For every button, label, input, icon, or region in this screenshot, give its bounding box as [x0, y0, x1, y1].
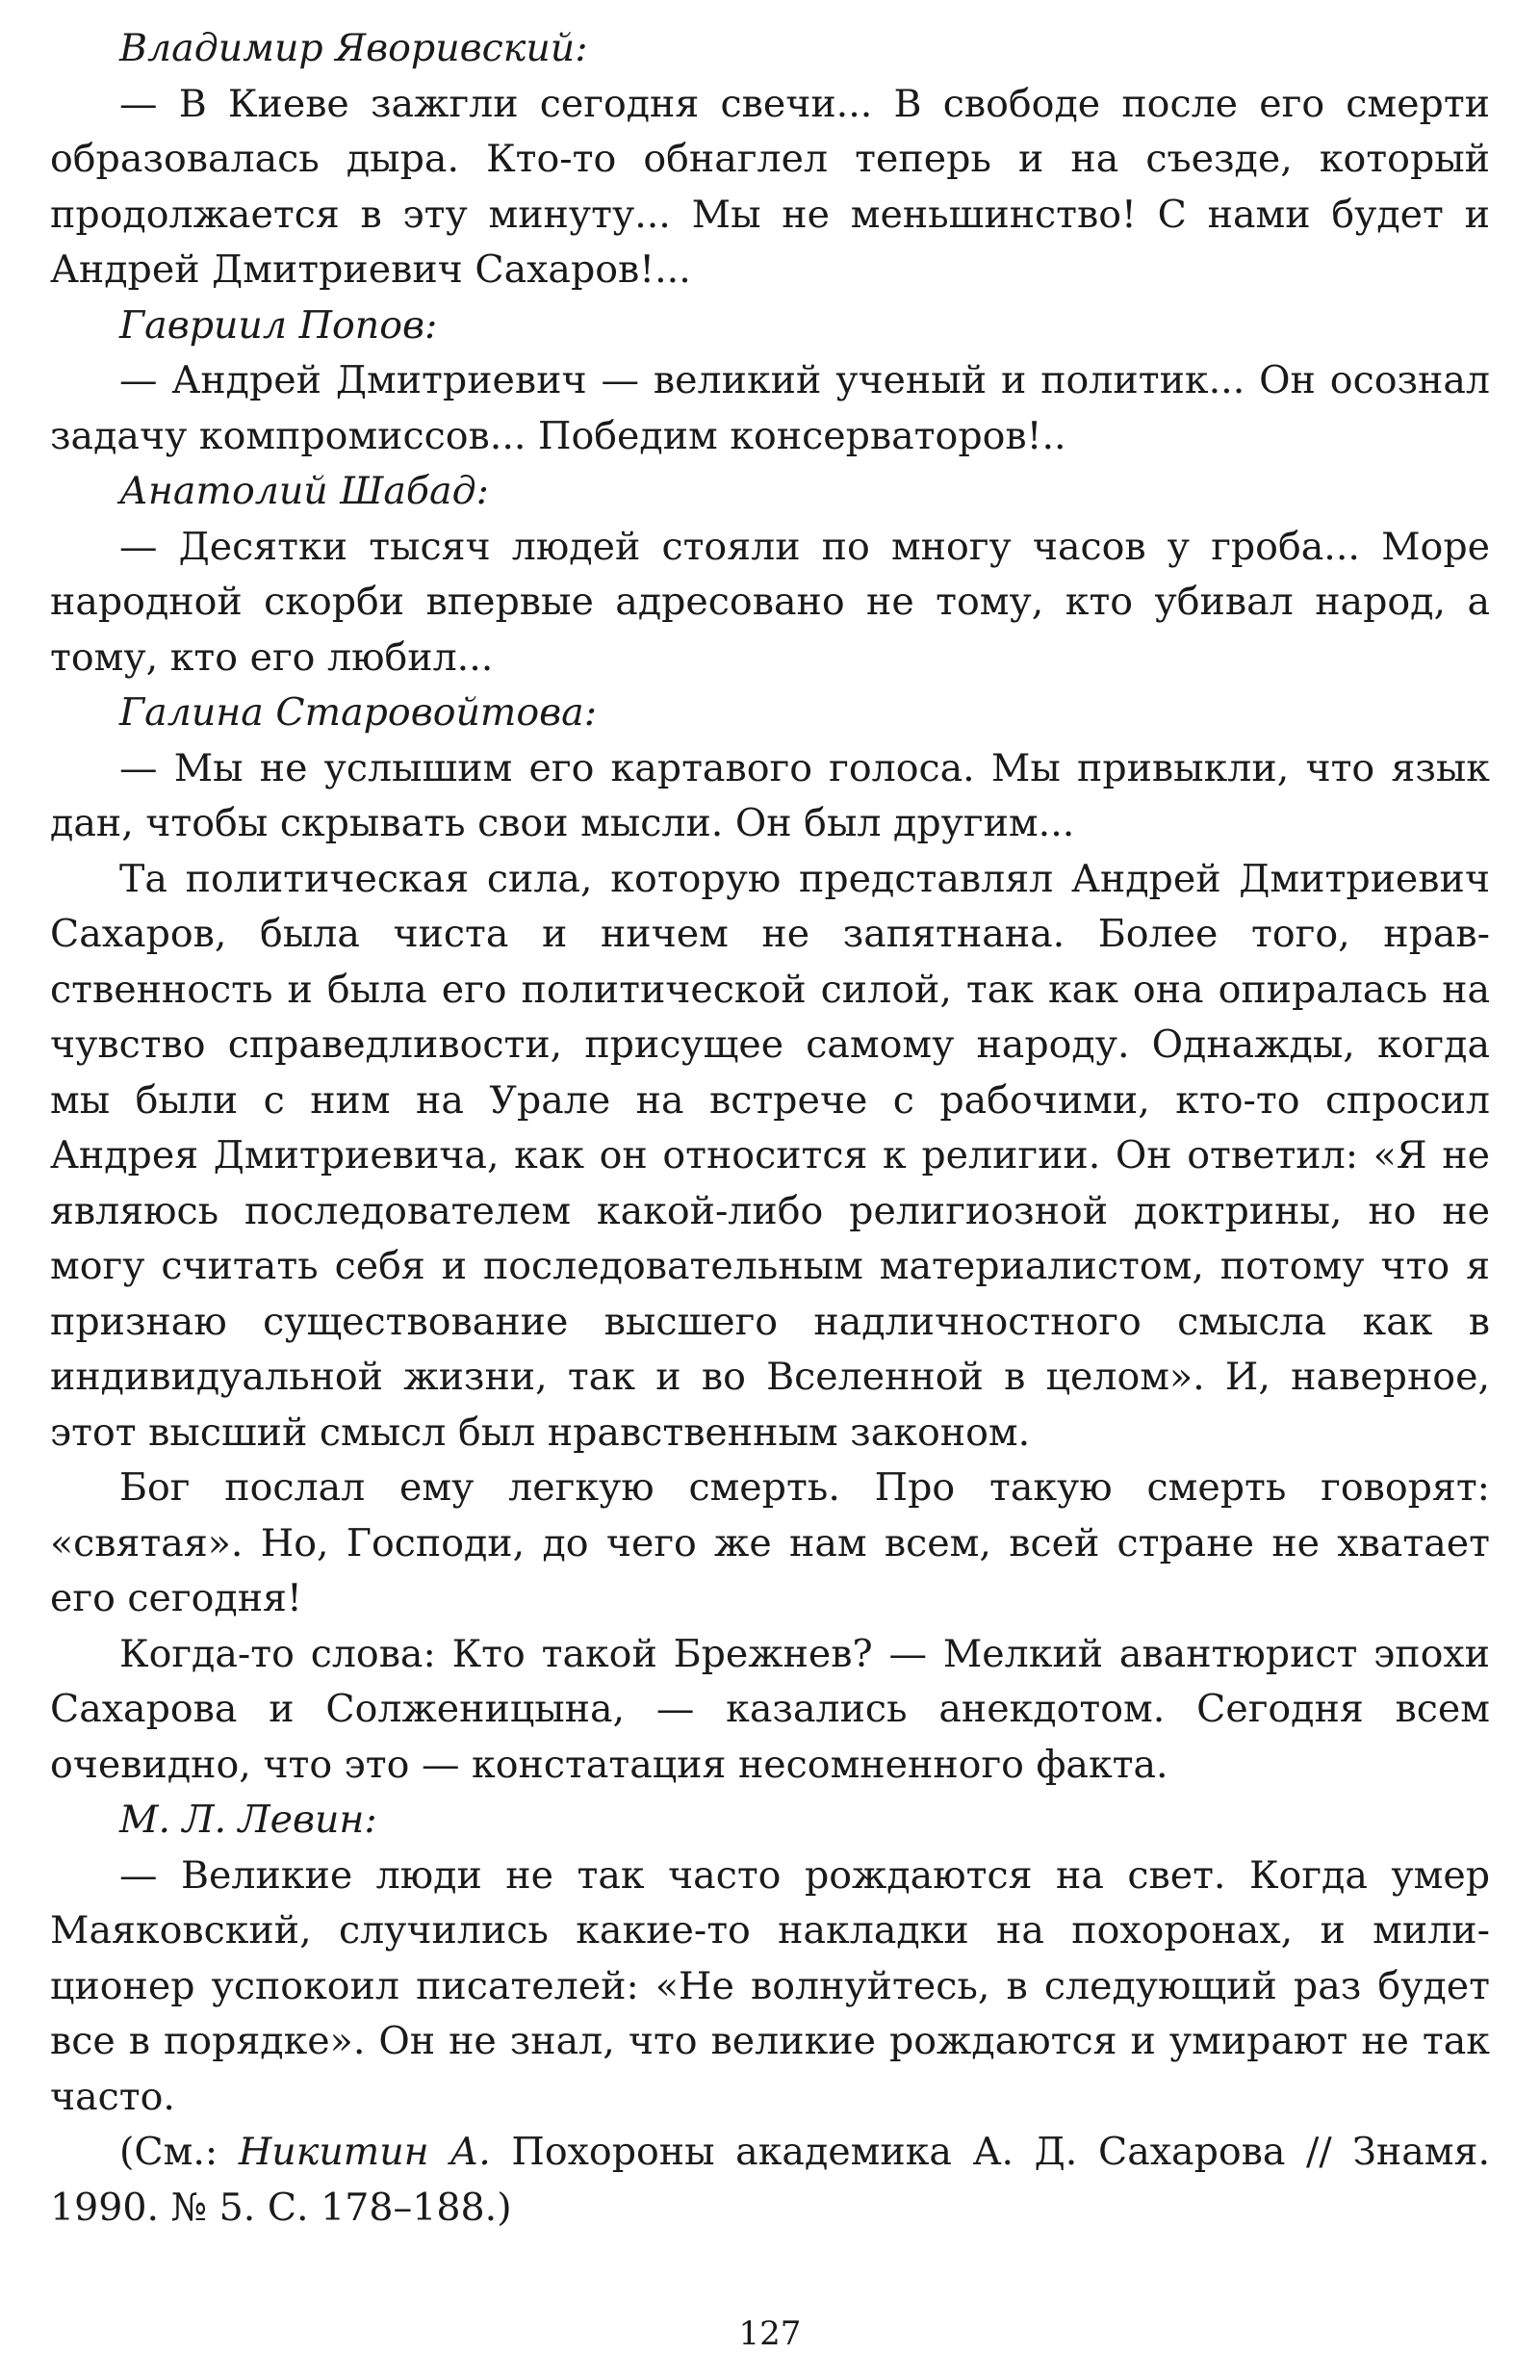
paragraph-easy-death: Бог послал ему легкую смерть. Про такую смерть говорят: «святая». Но, Господи, до чего же нам всем, всей стране не хватает его сегодня! [50, 1465, 1490, 1620]
quote-yavorivsky: — В Киеве зажгли сегодня свечи... В свободе после его смерти образовалась дыра. Кто-то обнаглел теперь и на съезде, который продолжается в эту минуту... Мы не меньшинство! С нами будет и Андрей Дмитриевич Сахаров!... [50, 81, 1490, 292]
citation-prefix: (См.: [119, 2130, 239, 2174]
speaker-popov: Гавриил Попов: [119, 302, 438, 348]
citation-rest: Похороны академика А. Д. Сахарова // Знамя. 1990. № 5. С. 178–188.) [50, 2130, 1490, 2230]
quote-levin: — Великие люди не так часто рождаются на свет. Когда умер Маяковский, случились какие-то накладки на похоронах, и милиционер успокоил писателей: «Не волнуйтесь, в следующий раз будет все в порядке». Он не знал, что великие рождаются и умирают не так часто. [50, 1852, 1490, 2119]
text-block [50, 21, 1490, 2236]
quote-starovoitova: — Мы не услышим его картавого голоса. Мы привыкли, что язык дан, чтобы скрывать свои мысли. Он был другим... [50, 745, 1490, 845]
citation-author: Никитин А. [238, 2130, 491, 2174]
citation [50, 2125, 1490, 2236]
quote-shabad: — Десятки тысяч людей стояли по многу часов у гроба... Море народной скорби впервые адресовано не тому, кто убивал народ, а тому, кто его любил... [50, 524, 1490, 680]
paragraph-brezhnev: Когда-то слова: Кто такой Брежнев? — Мелкий авантюрист эпохи Сахарова и Солженицына, — казались анекдотом. Сегодня всем очевидно, что это — констатация несомненного факта. [50, 1631, 1490, 1787]
page-body [50, 21, 1490, 2236]
speaker-shabad: Анатолий Шабад: [119, 469, 489, 513]
paragraph-moral-force: Та политическая сила, которую представлял Андрей Дмитриевич Сахаров, была чиста и ничем не запятнана. Более того, нравственность и была его политической силой, так как она опиралась на чувство справедливости, присущее самому народу. Однажды, когда мы были с ним на Урале на встрече с рабочими, кто-то спросил Андрея Дмитриевича, как он относится к религии. Он ответил: «Я не являюсь последователем какой-либо религиозной доктрины, но не могу считать себя и последовательным материалистом, потому что я признаю существование высшего надличностного смысла как в индивидуальной жизни, так и во Вселенной в целом». И, наверное, этот высший смысл был нравственным законом. [50, 856, 1490, 1455]
speaker-levin: М. Л. Левин: [119, 1798, 377, 1842]
speaker-starovoitova: Галина Старовойтова: [119, 690, 598, 735]
page-number: 127 [738, 2315, 802, 2353]
quote-popov: — Андрей Дмитриевич — великий ученый и политик... Он осознал задачу компромиссов... Победим консерваторов!.. [50, 358, 1490, 458]
speaker-yavorivsky: Владимир Яворивский: [119, 26, 588, 70]
